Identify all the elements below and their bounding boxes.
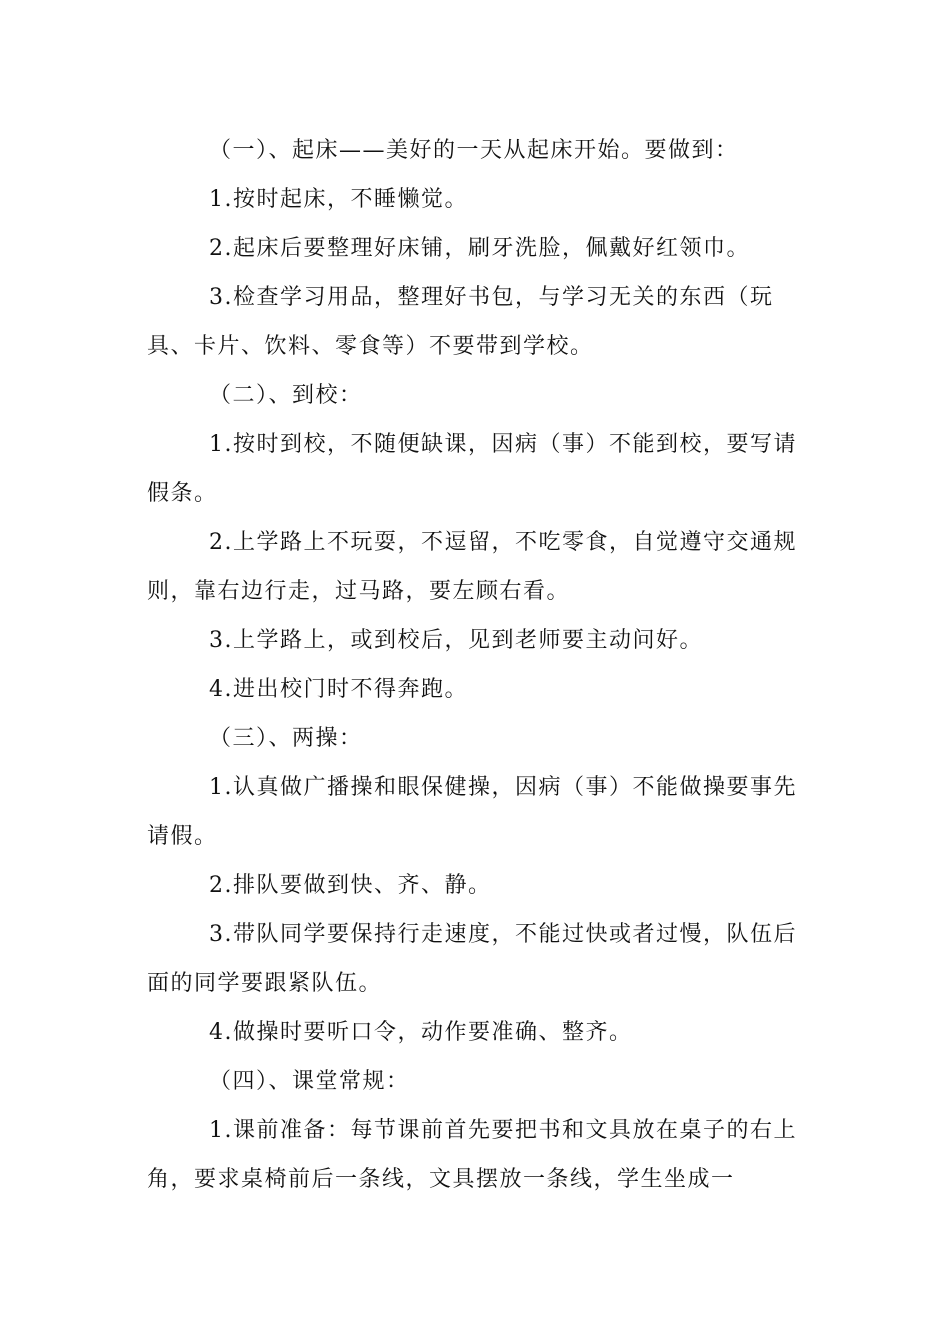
- list-item: 1.按时到校，不随便缺课，因病（事）不能到校，要写请假条。: [147, 432, 797, 506]
- list-item: 1.认真做广播操和眼保健操，因病（事）不能做操要事先请假。: [147, 775, 797, 849]
- section-heading-arriving-school: （二）、到校：: [209, 383, 363, 408]
- list-item: 3.带队同学要保持行走速度，不能过快或者过慢，队伍后面的同学要跟紧队伍。: [147, 922, 797, 996]
- section-heading-classroom-routine: （四）、课堂常规：: [209, 1069, 410, 1094]
- list-item: 3.上学路上，或到校后，见到老师要主动问好。: [209, 628, 703, 653]
- section-heading-exercises: （三）、两操：: [209, 726, 363, 751]
- list-item: 2.排队要做到快、齐、静。: [209, 873, 492, 898]
- list-item: 4.做操时要听口令，动作要准确、整齐。: [209, 1020, 633, 1045]
- section-heading-getting-up: （一）、起床——美好的一天从起床开始。要做到：: [209, 138, 739, 163]
- document-body: [147, 126, 807, 1204]
- list-item: 1.课前准备：每节课前首先要把书和文具放在桌子的右上角，要求桌椅前后一条线，文具摆放一条线，学生坐成一: [147, 1118, 797, 1192]
- list-item: 3.检查学习用品，整理好书包，与学习无关的东西（玩具、卡片、饮料、零食等）不要带到学校。: [147, 285, 774, 359]
- list-item: 2.起床后要整理好床铺，刷牙洗脸，佩戴好红领巾。: [209, 236, 750, 261]
- list-item: 2.上学路上不玩耍，不逗留，不吃零食，自觉遵守交通规则，靠右边行走，过马路，要左顾右看。: [147, 530, 797, 604]
- list-item: 1.按时起床，不睡懒觉。: [209, 187, 468, 212]
- list-item: 4.进出校门时不得奔跑。: [209, 677, 468, 702]
